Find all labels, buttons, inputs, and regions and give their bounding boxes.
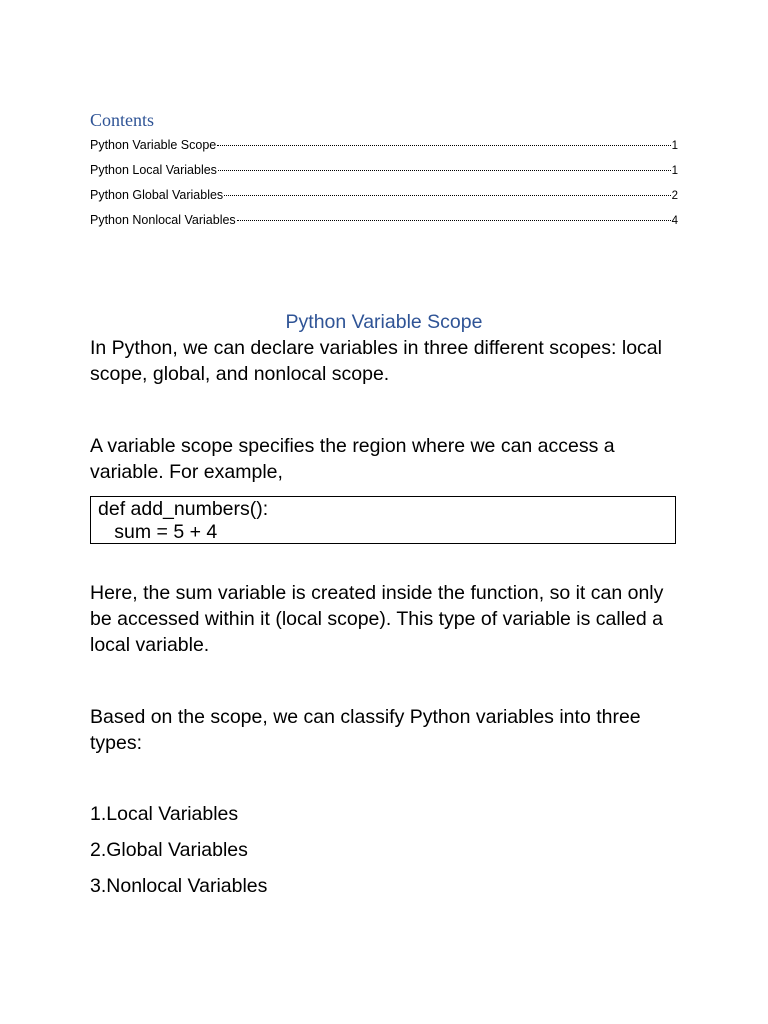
list-item-local: 1.Local Variables: [90, 803, 239, 825]
intro-paragraph: In Python, we can declare variables in three different scopes: local scope, global, and nonlocal scope.: [90, 337, 662, 385]
toc-dot-leader: [237, 220, 671, 221]
local-variable-explanation-paragraph: Here, the sum variable is created inside the function, so it can only be accessed within it (local scope). This type of variable is called a local variable.: [90, 582, 664, 656]
scope-definition-paragraph: A variable scope specifies the region where we can access a variable. For example,: [90, 435, 615, 483]
table-of-contents: [90, 108, 678, 233]
list-item-global: 2.Global Variables: [90, 839, 248, 861]
list-item-nonlocal: 3.Nonlocal Variables: [90, 875, 268, 897]
section-heading: Python Variable Scope: [285, 311, 483, 333]
toc-entry-label: Python Variable Scope: [90, 138, 217, 152]
toc-entry-label: Python Global Variables: [90, 188, 224, 202]
classification-paragraph: Based on the scope, we can classify Python variables into three types:: [90, 706, 641, 754]
toc-page-number: 1: [671, 165, 678, 177]
toc-dot-leader: [224, 195, 670, 196]
code-line: def add_numbers():: [98, 498, 269, 520]
code-example-box: [90, 496, 676, 544]
toc-entry-label: Python Local Variables: [90, 163, 217, 177]
toc-title: Contents: [90, 110, 155, 130]
toc-page-number: 4: [671, 215, 678, 227]
code-line: sum = 5 + 4: [98, 521, 218, 543]
toc-dot-leader: [218, 170, 671, 171]
toc-entry-variable-scope[interactable]: [90, 133, 678, 158]
toc-dot-leader: [217, 145, 670, 146]
toc-entry-label: Python Nonlocal Variables: [90, 213, 236, 227]
toc-page-number: 2: [671, 190, 678, 202]
toc-entry-global-variables[interactable]: [90, 183, 678, 208]
toc-entry-nonlocal-variables[interactable]: [90, 208, 678, 233]
toc-page-number: 1: [671, 140, 678, 152]
toc-entry-local-variables[interactable]: [90, 158, 678, 183]
